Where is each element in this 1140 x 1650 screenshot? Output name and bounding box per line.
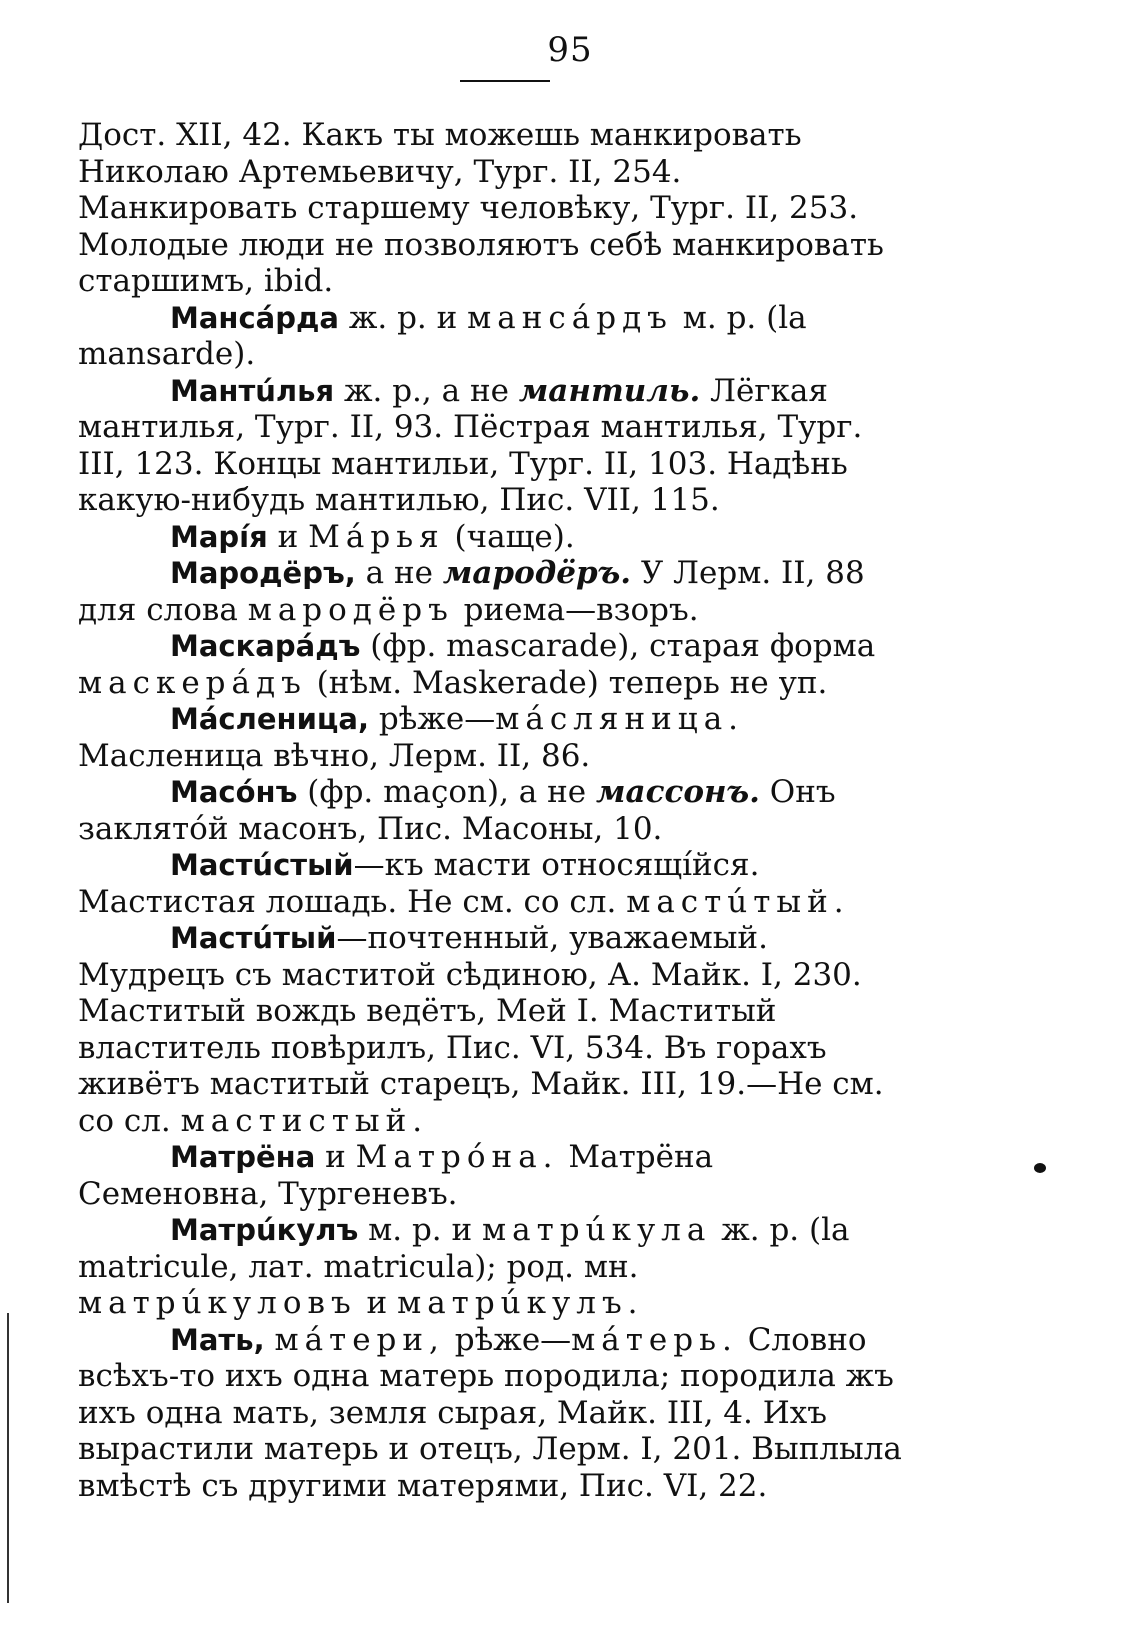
entry-text: Дост. XII, 42. Какъ ты можешь манкировать Николаю Артемьевичу, Тург. II, 254. Манкировать старшему человѣку, Тург. II, 253. Молодые люди не позволяютъ себѣ манкировать старшимъ, ibid. <box>78 117 884 299</box>
spaced-form: мáтерь. <box>571 1321 738 1358</box>
entry-text: (фр. mascarade), старая форма <box>360 628 876 664</box>
entry-headword: Мáсленица, <box>170 702 369 736</box>
spaced-form: мастúтый. <box>626 883 850 920</box>
entry-text: и <box>315 1139 356 1175</box>
entry-text: и <box>267 518 309 555</box>
incorrect-form: мародёръ. <box>442 555 632 591</box>
spaced-form: Мáрья <box>308 518 445 555</box>
entry-text: ж. р. (la matricule, лат. matricula); род. мн. <box>78 1212 850 1285</box>
spaced-form: мастистый. <box>180 1102 429 1139</box>
page-number-rule <box>460 80 550 82</box>
dictionary-entry <box>78 117 908 300</box>
incorrect-form: массонъ. <box>596 774 760 810</box>
page-number: 95 <box>547 30 593 70</box>
entry-text: —почтенный, уважаемый. Мудрецъ съ маститой сѣдиною, А. Майк. I, 230. Маститый вождь ведётъ, Мей I. Маститый властитель повѣрилъ, Пис. VI, 534. Въ горахъ живётъ маститый старецъ, Майк. III, 19.—Не см. со сл. <box>78 920 884 1139</box>
spaced-form: мáтери, <box>274 1321 445 1358</box>
entry-text: У Лерм. II, 88 для слова <box>78 555 865 628</box>
dictionary-entry <box>78 373 908 519</box>
entry-text: (фр. maçon), а не <box>297 774 597 810</box>
dictionary-entry <box>78 1139 908 1212</box>
dictionary-entry <box>78 628 908 701</box>
spaced-form: мансáрдъ <box>467 299 673 336</box>
entry-text <box>265 1322 275 1358</box>
dictionary-entry <box>78 1322 908 1505</box>
entry-text: ж. р. и <box>338 299 468 336</box>
entry-text: и <box>356 1285 398 1321</box>
spaced-form: матрúкуловъ <box>78 1285 357 1321</box>
entry-text: рѣже— <box>368 701 496 737</box>
entry-headword: Мастúтый <box>170 921 337 955</box>
incorrect-form: мантиль. <box>518 372 701 409</box>
entry-headword: Масóнъ <box>170 775 298 809</box>
entry-text: Онъ заклятóй масонъ, Пис. Масоны, 10. <box>78 774 836 847</box>
ink-dot <box>1034 1163 1046 1173</box>
entry-headword: Матрúкулъ <box>170 1213 359 1247</box>
entry-text: м. р. и <box>358 1212 483 1248</box>
margin-line <box>7 1313 9 1603</box>
entry-text: м. р. (la mansarde). <box>78 299 807 372</box>
entry-headword: Мать, <box>170 1322 265 1357</box>
entry-text: Лёгкая мантилья, Тург. II, 93. Пёстрая мантилья, Тург. III, 123. Концы мантильи, Тург. II, 103. Надѣнь какую-нибудь мантилью, Пис. VII, 115. <box>78 372 863 518</box>
dictionary-entry <box>78 701 908 774</box>
entry-text: риема—взоръ. <box>453 591 699 628</box>
entry-text: Словно всѣхъ-то ихъ одна матерь породила; породила жъ ихъ одна мать, земля сырая, Майк. III, 4. Ихъ вырастили матерь и отецъ, Лерм. I, 201. Выплыла вмѣстѣ съ другими матерями, Пис. VI, 22. <box>78 1321 902 1504</box>
dictionary-entry <box>78 555 908 628</box>
dictionary-text <box>78 117 908 1504</box>
entry-text: ж. р., а не <box>334 372 519 409</box>
dictionary-entry <box>78 1212 908 1322</box>
entry-headword: Мастúстый <box>170 848 354 882</box>
dictionary-entry <box>78 300 908 373</box>
entry-text: рѣже— <box>444 1321 572 1358</box>
spaced-form: мáсляница. <box>495 701 745 737</box>
entry-text: Масленица вѣчно, Лерм. II, 86. <box>78 737 591 774</box>
entry-headword: Мантúлья <box>170 373 335 408</box>
dictionary-entry <box>78 774 908 847</box>
dictionary-entry <box>78 920 908 1139</box>
spaced-form: матрúкула <box>482 1212 712 1248</box>
spaced-form: Матрóна. <box>355 1139 559 1175</box>
entry-headword: Маскарáдъ <box>170 629 361 663</box>
entry-headword: Мансáрда <box>170 300 339 335</box>
entry-text: а не <box>355 555 443 591</box>
spaced-form: маскерáдъ <box>78 664 307 701</box>
entry-headword: Марíя <box>170 519 268 554</box>
entry-text: (чаще). <box>444 518 575 555</box>
dictionary-entry <box>78 519 908 556</box>
entry-headword: Мародёръ, <box>170 556 356 590</box>
entry-headword: Матрёна <box>170 1140 316 1174</box>
spaced-form: мародёръ <box>247 591 454 628</box>
spaced-form: матрúкулъ. <box>397 1285 644 1321</box>
entry-text: —къ масти относящíйся. Мастистая лошадь. Не см. со сл. <box>78 847 760 920</box>
entry-text: Матрёна Семеновна, Тургеневъ. <box>78 1139 714 1212</box>
entry-text: (нѣм. Maskerade) теперь не уп. <box>306 664 828 701</box>
dictionary-entry <box>78 847 908 920</box>
